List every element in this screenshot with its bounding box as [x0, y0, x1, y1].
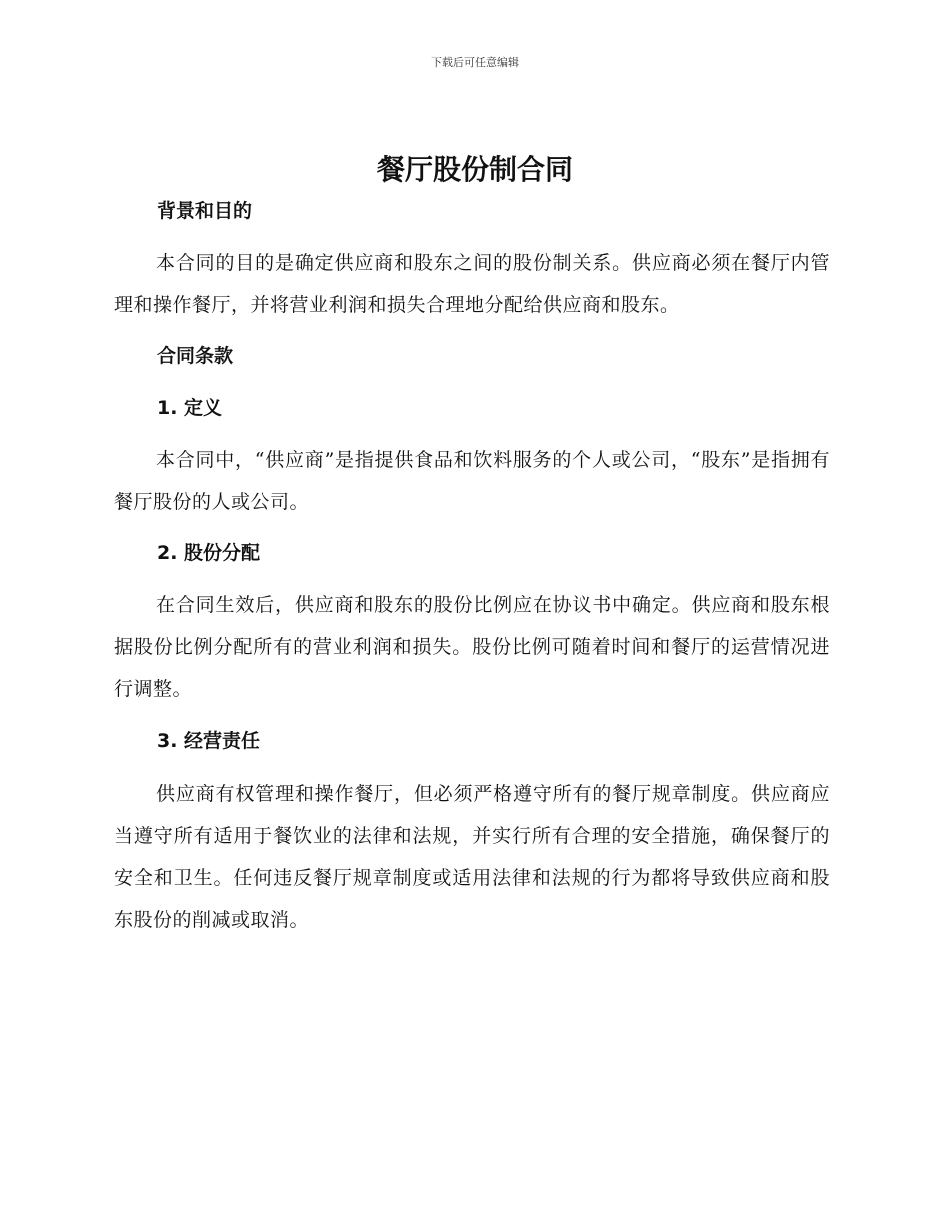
section-heading-share: 2. 股份分配 — [157, 542, 261, 564]
document-title: 餐厅股份制合同 — [376, 153, 573, 186]
section-resp-text-block — [114, 773, 830, 941]
section-heading-definition: 1. 定义 — [157, 397, 223, 419]
section-background-text-block — [114, 242, 830, 326]
section-heading-background: 背景和目的 — [157, 200, 253, 222]
section-def-text-block — [114, 439, 830, 523]
section-heading-responsibility: 3. 经营责任 — [157, 730, 261, 752]
paragraph-background: 本合同的目的是确定供应商和股东之间的股份制关系。供应商必须在餐厅内管理和操作餐厅，并将营业利润和损失合理地分配给供应商和股东。 — [114, 252, 830, 316]
section-share-heading-block — [114, 538, 830, 568]
section-def-heading-block — [114, 393, 830, 423]
paragraph-definition: 本合同中，“供应商”是指提供食品和饮料服务的个人或公司，“股东”是指拥有餐厅股份的人或公司。 — [114, 449, 830, 513]
paragraph-share: 在合同生效后，供应商和股东的股份比例应在协议书中确定。供应商和股东根据股份比例分配所有的营业利润和损失。股份比例可随着时间和餐厅的运营情况进行调整。 — [114, 594, 830, 700]
header-note: 下载后可任意编辑 — [431, 56, 519, 69]
paragraph-responsibility: 供应商有权管理和操作餐厅，但必须严格遵守所有的餐厅规章制度。供应商应当遵守所有适用于餐饮业的法律和法规，并实行所有合理的安全措施，确保餐厅的安全和卫生。任何违反餐厅规章制度或适用法律和法规的行为都将导致供应商和股东股份的削减或取消。 — [114, 783, 830, 931]
section-heading-terms: 合同条款 — [157, 345, 234, 367]
section-resp-heading-block — [114, 726, 830, 756]
section-terms-heading-block — [114, 341, 830, 371]
section-share-text-block — [114, 584, 830, 710]
section-background-heading-block — [114, 196, 830, 226]
